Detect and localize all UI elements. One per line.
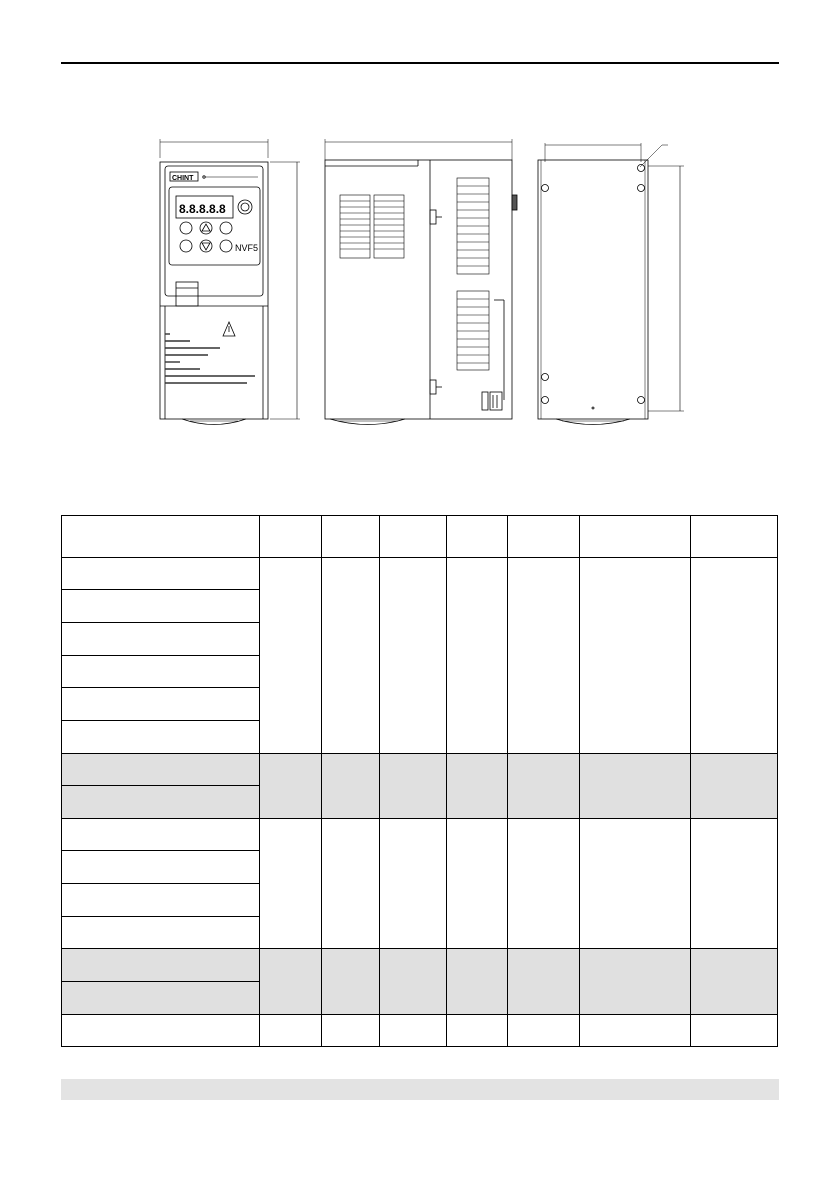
table-row-shaded xyxy=(62,949,778,982)
model-cell xyxy=(62,884,260,917)
dim-cell xyxy=(447,1015,508,1047)
model-cell xyxy=(62,819,260,851)
dim-cell xyxy=(508,754,580,819)
model-cell xyxy=(62,721,260,754)
table-row xyxy=(62,819,778,851)
model-cell xyxy=(62,623,260,656)
header-cell xyxy=(322,516,380,558)
header-cell xyxy=(260,516,322,558)
model-cell xyxy=(62,590,260,623)
dim-cell xyxy=(322,558,380,754)
dim-cell xyxy=(691,558,778,754)
table-row xyxy=(62,558,778,590)
model-cell xyxy=(62,656,260,688)
dim-cell xyxy=(447,558,508,754)
rear-view xyxy=(538,143,684,425)
table-row xyxy=(62,1015,778,1047)
section-bar xyxy=(61,1079,779,1100)
header-cell xyxy=(508,516,580,558)
dim-cell xyxy=(260,949,322,1015)
dim-cell xyxy=(447,754,508,819)
dim-cell xyxy=(322,754,380,819)
dim-cell xyxy=(380,558,447,754)
dim-cell xyxy=(322,819,380,949)
model-text: NVF5 xyxy=(235,243,259,253)
dim-cell xyxy=(691,1015,778,1047)
dim-cell xyxy=(508,1015,580,1047)
dim-cell xyxy=(260,1015,322,1047)
model-cell xyxy=(62,688,260,721)
header-rule xyxy=(61,62,779,64)
header-cell xyxy=(380,516,447,558)
header-cell xyxy=(580,516,691,558)
display-digits: 8.8.8.8.8 xyxy=(179,202,226,216)
dim-cell xyxy=(447,949,508,1015)
dim-cell xyxy=(580,558,691,754)
model-cell xyxy=(62,558,260,590)
side-view xyxy=(325,139,517,425)
dim-cell xyxy=(380,754,447,819)
dim-cell xyxy=(447,819,508,949)
dim-cell xyxy=(260,819,322,949)
header-cell xyxy=(691,516,778,558)
dim-cell xyxy=(380,1015,447,1047)
model-cell xyxy=(62,1015,260,1047)
dim-cell xyxy=(508,819,580,949)
front-view xyxy=(160,139,300,425)
dim-cell xyxy=(380,949,447,1015)
dim-cell xyxy=(508,558,580,754)
dim-cell xyxy=(580,754,691,819)
dimension-table xyxy=(61,515,778,1047)
dim-cell xyxy=(322,1015,380,1047)
dim-cell xyxy=(580,949,691,1015)
dim-cell xyxy=(580,819,691,949)
model-cell xyxy=(62,754,260,786)
dim-cell xyxy=(580,1015,691,1047)
dim-cell xyxy=(380,819,447,949)
dim-cell xyxy=(691,949,778,1015)
dim-cell xyxy=(260,754,322,819)
table-row-shaded xyxy=(62,754,778,786)
model-cell xyxy=(62,917,260,949)
model-cell xyxy=(62,851,260,884)
model-cell xyxy=(62,982,260,1015)
header-cell xyxy=(447,516,508,558)
model-cell xyxy=(62,949,260,982)
dimension-drawing xyxy=(150,135,690,430)
model-cell xyxy=(62,786,260,819)
header-cell xyxy=(62,516,260,558)
dim-cell xyxy=(260,558,322,754)
dim-cell xyxy=(508,949,580,1015)
dim-cell xyxy=(322,949,380,1015)
dim-cell xyxy=(691,754,778,819)
logo-text: CHINT xyxy=(172,175,194,182)
dim-cell xyxy=(691,819,778,949)
table-header-row xyxy=(62,516,778,558)
